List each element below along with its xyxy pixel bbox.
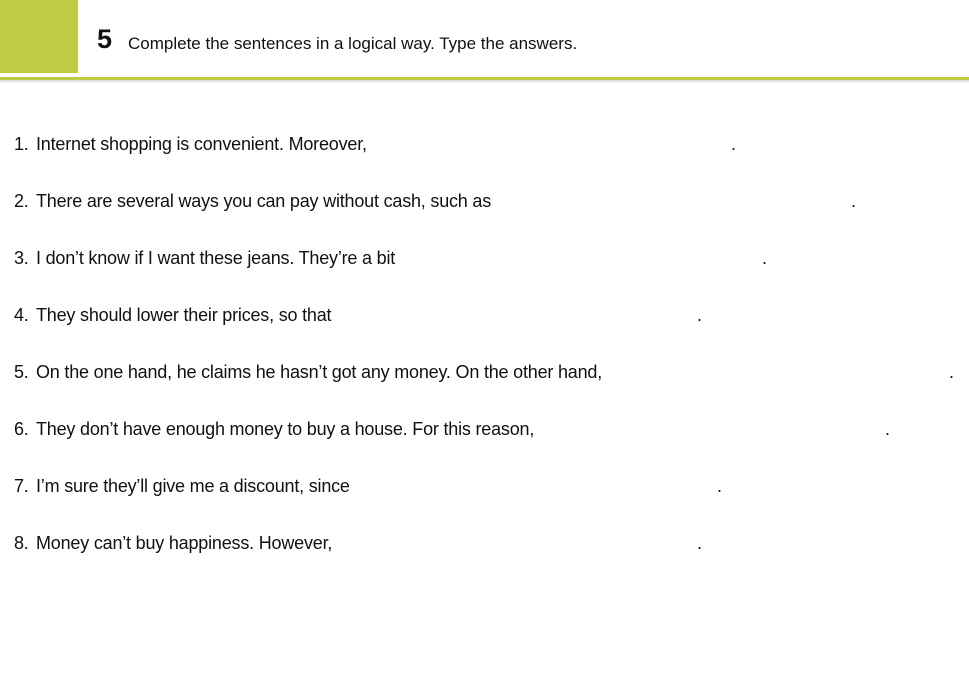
exercise-header — [0, 0, 969, 78]
answer-field-5[interactable] — [580, 361, 949, 385]
sentence-period: . — [697, 305, 703, 325]
item-number: 1. — [14, 134, 29, 154]
sentence-text: I don’t know if I want these jeans. They’re a bit — [36, 248, 396, 268]
sentence-text: There are several ways you can pay without cash, such as — [36, 191, 492, 211]
answer-field-3[interactable] — [393, 247, 762, 271]
header-divider-shadow — [0, 80, 969, 83]
sentence-text: They should lower their prices, so that — [36, 305, 332, 325]
exercise-instructions: Complete the sentences in a logical way. Type the answers. — [128, 34, 578, 53]
sentence-item-3 — [14, 246, 395, 270]
sentence-item-8 — [14, 531, 332, 555]
sentence-period: . — [731, 134, 737, 154]
exercise-number: 5 — [97, 24, 113, 54]
sentence-period: . — [851, 191, 857, 211]
item-number: 8. — [14, 533, 29, 553]
sentence-text: Internet shopping is convenient. Moreover, — [36, 134, 367, 154]
answer-field-8[interactable] — [329, 532, 698, 556]
sentence-text: I’m sure they’ll give me a discount, since — [36, 476, 350, 496]
item-number: 6. — [14, 419, 29, 439]
accent-block — [0, 0, 78, 73]
sentence-item-5 — [14, 360, 602, 384]
sentence-item-4 — [14, 303, 331, 327]
sentence-item-2 — [14, 189, 491, 213]
answer-field-4[interactable] — [330, 304, 698, 328]
sentence-period: . — [762, 248, 768, 268]
sentence-period: . — [885, 419, 891, 439]
sentence-period: . — [717, 476, 723, 496]
sentence-period: . — [697, 533, 703, 553]
sentence-item-1 — [14, 132, 367, 156]
answer-field-6[interactable] — [516, 418, 884, 442]
item-number: 2. — [14, 191, 29, 211]
item-number: 5. — [14, 362, 29, 382]
sentence-text: They don’t have enough money to buy a house. For this reason, — [36, 419, 535, 439]
answer-field-1[interactable] — [362, 133, 731, 157]
item-number: 4. — [14, 305, 29, 325]
sentence-item-6 — [14, 417, 534, 441]
item-number: 7. — [14, 476, 29, 496]
answer-field-2[interactable] — [481, 190, 851, 214]
sentence-period: . — [949, 362, 955, 382]
item-number: 3. — [14, 248, 29, 268]
sentence-text: Money can’t buy happiness. However, — [36, 533, 333, 553]
answer-field-7[interactable] — [349, 475, 717, 499]
sentence-item-7 — [14, 474, 350, 498]
sentence-text: On the one hand, he claims he hasn’t got any money. On the other hand, — [36, 362, 603, 382]
